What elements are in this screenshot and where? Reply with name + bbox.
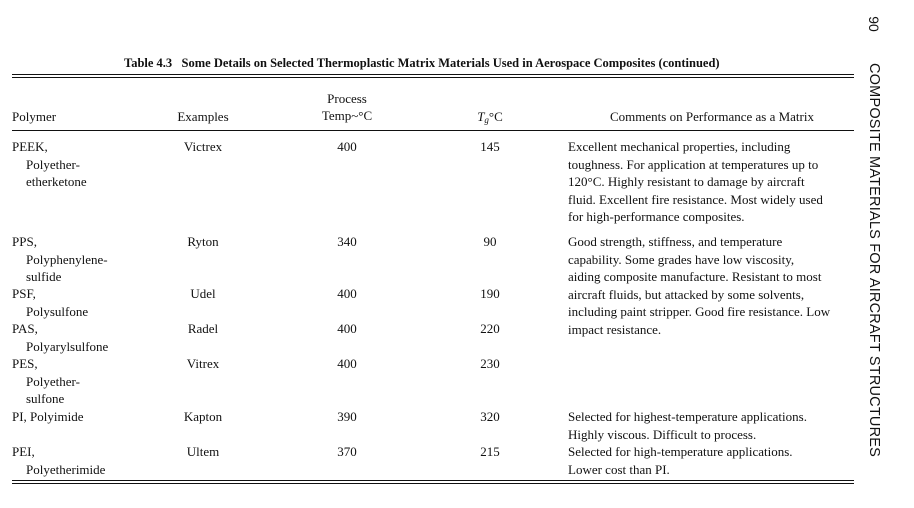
header-polymer: Polymer — [12, 109, 57, 124]
tg-cell: 230 — [480, 356, 500, 371]
polymer-cell: PAS, Polyarylsulfone — [12, 321, 109, 354]
running-head: COMPOSITE MATERIALS FOR AIRCRAFT STRUCTURES — [866, 63, 882, 457]
polymer-cell: PEI, Polyetherimide — [12, 444, 106, 477]
bottom-rule-double — [12, 483, 854, 484]
example-cell: Vitrex — [186, 356, 220, 371]
polymer-cell: PPS, Polyphenylene- sulfide — [12, 234, 108, 284]
example-cell: Victrex — [183, 139, 223, 154]
bottom-rule — [12, 480, 854, 481]
header-comments: Comments on Performance as a Matrix — [610, 109, 814, 124]
example-cell: Ryton — [187, 234, 219, 249]
table-label: Table 4.3 — [124, 56, 173, 70]
tg-cell: 215 — [480, 444, 500, 459]
page-number: 90 — [865, 16, 882, 32]
header-examples: Examples — [177, 109, 229, 124]
top-rule-double — [12, 77, 854, 78]
example-cell: Kapton — [183, 409, 223, 424]
tg-cell: 145 — [480, 139, 500, 154]
tg-cell: 90 — [483, 234, 497, 249]
process-temp-cell: 400 — [337, 286, 357, 301]
table-caption — [124, 56, 720, 71]
process-temp-cell: 340 — [337, 234, 357, 249]
example-cell: Radel — [187, 321, 219, 336]
polymer-cell: PES, Polyether- sulfone — [12, 356, 80, 406]
comment-block-peek: Excellent mechanical properties, including toughness. For application at temperatures up to 120°C. Highly resistant to damage by aircraft fluid. Excellent fire resistance. Most widely used for high-performance composites. — [568, 139, 823, 224]
example-cell: Udel — [190, 286, 216, 301]
polymer-cell: PEEK, Polyether- etherketone — [12, 139, 87, 189]
header-rule — [12, 130, 854, 131]
comment-block-pei: Selected for high-temperature applications. Lower cost than PI. — [568, 444, 793, 477]
polymer-cell: PSF, Polysulfone — [12, 286, 89, 319]
process-temp-cell: 400 — [337, 139, 357, 154]
example-cell: Ultem — [186, 444, 220, 459]
process-temp-cell: 390 — [337, 409, 357, 424]
process-temp-cell: 370 — [337, 444, 357, 459]
table-title: Some Details on Selected Thermoplastic Matrix Materials Used in Aerospace Composites (continued) — [181, 56, 720, 70]
polymer-cell: PI, Polyimide — [12, 409, 84, 424]
tg-cell: 220 — [480, 321, 500, 336]
tg-cell: 320 — [480, 409, 500, 424]
process-temp-cell: 400 — [337, 356, 357, 371]
header-process-temp: Process Temp~°C — [321, 91, 373, 123]
comment-block-pi: Selected for highest-temperature applications. Highly viscous. Difficult to process. — [568, 409, 807, 442]
process-temp-cell: 400 — [337, 321, 357, 336]
comment-block-pps-to-pes: Good strength, stiffness, and temperature capability. Some grades have low viscosity, aiding composite manufacture. Resistant to most aircraft fluids, but attacked by some solvents, including paint stripper. Good fire resistance. Low impact resistance. — [568, 234, 831, 337]
top-rule — [12, 74, 854, 75]
tg-cell: 190 — [480, 286, 500, 301]
header-tg: $T_g^\circ C$ — [477, 109, 503, 125]
